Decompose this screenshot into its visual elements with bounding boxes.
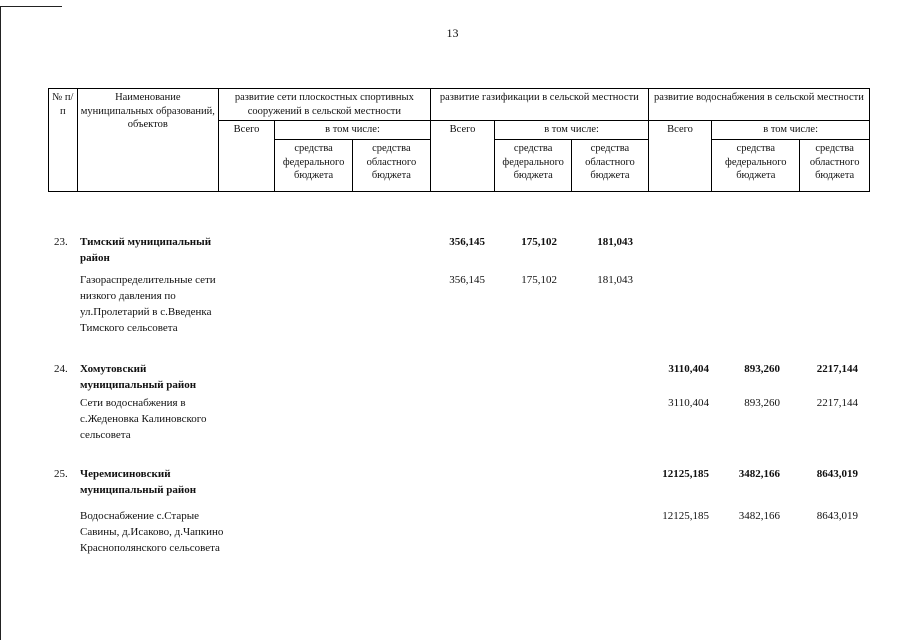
header-no: № п/п bbox=[49, 89, 78, 192]
water-total: 3110,404 bbox=[668, 363, 709, 375]
water-federal: 3482,166 bbox=[738, 468, 780, 480]
header-including: в том числе: bbox=[275, 121, 431, 140]
header-regional: средства областного бюджета bbox=[800, 139, 870, 191]
gas-total: 356,145 bbox=[449, 236, 485, 248]
header-federal: средства федерального бюджета bbox=[495, 139, 572, 191]
header-name: Наименование муниципальных образований, объектов bbox=[77, 89, 218, 192]
gas-federal: 175,102 bbox=[521, 274, 557, 286]
water-regional: 2217,144 bbox=[816, 363, 858, 375]
water-total: 12125,185 bbox=[662, 510, 709, 522]
gas-regional: 181,043 bbox=[597, 274, 633, 286]
water-total: 3110,404 bbox=[668, 397, 709, 409]
scan-edge-top bbox=[0, 6, 62, 7]
object-name: Газораспределительные сети низкого давления по ул.Пролетарий в с.Введенка Тимского сельсовета bbox=[80, 274, 216, 334]
gas-federal: 175,102 bbox=[521, 236, 557, 248]
water-federal: 893,260 bbox=[744, 397, 780, 409]
water-regional: 2217,144 bbox=[816, 397, 858, 409]
district-name: Хомутовский муниципальный район bbox=[80, 363, 197, 391]
water-total: 12125,185 bbox=[662, 468, 709, 480]
header-total: Всего bbox=[648, 121, 711, 192]
header-group-gas: развитие газификации в сельской местности bbox=[430, 89, 648, 121]
header-regional: средства областного бюджета bbox=[352, 139, 430, 191]
row-number: 24. bbox=[54, 363, 68, 375]
header-federal: средства федерального бюджета bbox=[275, 139, 353, 191]
gas-total: 356,145 bbox=[449, 274, 485, 286]
district-name: Тимский муниципальный район bbox=[80, 236, 212, 264]
header-regional: средства областного бюджета bbox=[572, 139, 649, 191]
water-federal: 3482,166 bbox=[738, 510, 780, 522]
table-header bbox=[48, 88, 870, 192]
object-name: Водоснабжение с.Старые Савины, д.Исаково, д.Чапкино Краснополянского сельсовета bbox=[80, 510, 224, 554]
water-regional: 8643,019 bbox=[816, 510, 858, 522]
header-total: Всего bbox=[430, 121, 494, 192]
header-including: в том числе: bbox=[495, 121, 649, 140]
header-group-water: развитие водоснабжения в сельской местности bbox=[648, 89, 869, 121]
scan-edge-left bbox=[0, 6, 1, 640]
object-name: Сети водоснабжения в с.Жеденовка Калиновского сельсовета bbox=[80, 397, 207, 441]
water-regional: 8643,019 bbox=[816, 468, 858, 480]
header-total: Всего bbox=[218, 121, 274, 192]
row-number: 25. bbox=[54, 468, 68, 480]
water-federal: 893,260 bbox=[744, 363, 780, 375]
header-federal: средства федерального бюджета bbox=[712, 139, 800, 191]
page-number: 13 bbox=[446, 26, 459, 40]
gas-regional: 181,043 bbox=[597, 236, 633, 248]
header-group-sports: развитие сети плоскостных спортивных сооружений в сельской местности bbox=[218, 89, 430, 121]
row-number: 23. bbox=[54, 236, 68, 248]
district-name: Черемисиновский муниципальный район bbox=[80, 468, 197, 496]
header-including: в том числе: bbox=[712, 121, 870, 140]
